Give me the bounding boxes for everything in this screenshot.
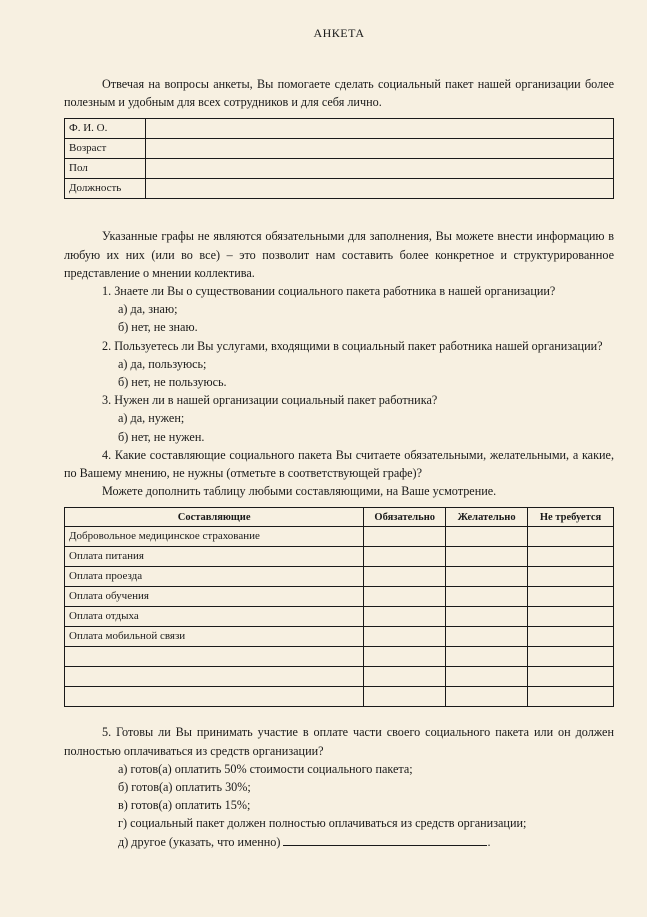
table-row — [65, 627, 614, 647]
mandatory-cell[interactable] — [364, 527, 446, 547]
personal-field-label: Возраст — [65, 139, 146, 159]
desirable-cell[interactable] — [446, 567, 528, 587]
personal-info-table — [64, 118, 614, 199]
mandatory-cell[interactable] — [364, 547, 446, 567]
table-row — [65, 547, 614, 567]
desirable-cell[interactable] — [446, 547, 528, 567]
components-table — [64, 507, 614, 707]
component-name-blank[interactable] — [65, 647, 364, 667]
not-required-cell[interactable] — [528, 647, 614, 667]
mandatory-cell[interactable] — [364, 607, 446, 627]
personal-row — [65, 179, 614, 199]
column-header-desirable: Желательно — [446, 508, 528, 527]
answer-option[interactable]: б) нет, не знаю. — [118, 320, 198, 335]
personal-field-label: Пол — [65, 159, 146, 179]
component-name: Оплата питания — [65, 547, 364, 567]
mandatory-cell[interactable] — [364, 667, 446, 687]
table-row — [65, 607, 614, 627]
component-name: Оплата обучения — [65, 587, 364, 607]
question-3: 3. Нужен ли в нашей организации социальный пакет работника? — [102, 393, 438, 408]
answer-option[interactable]: а) готов(а) оплатить 50% стоимости социального пакета; — [118, 761, 413, 776]
desirable-cell[interactable] — [446, 687, 528, 707]
personal-row — [65, 119, 614, 139]
personal-field-input[interactable] — [146, 119, 614, 139]
personal-field-label: Должность — [65, 179, 146, 199]
table-row — [65, 587, 614, 607]
mandatory-cell[interactable] — [364, 567, 446, 587]
desirable-cell[interactable] — [446, 667, 528, 687]
column-header-not-required: Не требуется — [528, 508, 614, 527]
table-row — [65, 647, 614, 667]
desirable-cell[interactable] — [446, 647, 528, 667]
component-name-blank[interactable] — [65, 667, 364, 687]
document-title: АНКЕТА — [313, 26, 365, 40]
not-required-cell[interactable] — [528, 527, 614, 547]
answer-option[interactable]: а) да, пользуюсь; — [118, 356, 207, 371]
mandatory-cell[interactable] — [364, 587, 446, 607]
not-required-cell[interactable] — [528, 627, 614, 647]
mandatory-cell[interactable] — [364, 687, 446, 707]
personal-field-input[interactable] — [146, 179, 614, 199]
intro-paragraph: Отвечая на вопросы анкеты, Вы помогаете сделать социальный пакет нашей организации более полезным и удобным для всех сотрудников и для себя лично. — [64, 77, 614, 110]
answer-option[interactable]: а) да, знаю; — [118, 302, 178, 317]
question-4: 4. Какие составляющие социального пакета Вы считаете обязательными, желательными, а какие, по Вашему мнению, не нужны (отметьте в соответствующей графе)? — [64, 447, 614, 481]
desirable-cell[interactable] — [446, 527, 528, 547]
desirable-cell[interactable] — [446, 587, 528, 607]
table-row — [65, 687, 614, 707]
table-row — [65, 667, 614, 687]
not-required-cell[interactable] — [528, 567, 614, 587]
personal-field-input[interactable] — [146, 159, 614, 179]
component-name: Добровольное медицинское страхование — [65, 527, 364, 547]
component-name: Оплата отдыха — [65, 607, 364, 627]
desirable-cell[interactable] — [446, 627, 528, 647]
not-required-cell[interactable] — [528, 607, 614, 627]
personal-row — [65, 139, 614, 159]
question-2: 2. Пользуетесь ли Вы услугами, входящими в социальный пакет работника нашей организации? — [102, 338, 603, 353]
mandatory-cell[interactable] — [364, 627, 446, 647]
components-header-row — [65, 508, 614, 527]
answer-option[interactable]: б) готов(а) оплатить 30%; — [118, 780, 251, 795]
column-header-components: Составляющие — [65, 508, 364, 527]
questionnaire-page — [64, 26, 614, 851]
table-row — [65, 567, 614, 587]
component-name-blank[interactable] — [65, 687, 364, 707]
column-header-mandatory: Обязательно — [364, 508, 446, 527]
answer-option-other[interactable]: д) другое (указать, что именно) . — [118, 834, 491, 849]
other-answer-blank-line[interactable] — [283, 833, 487, 846]
not-required-cell[interactable] — [528, 667, 614, 687]
not-required-cell[interactable] — [528, 687, 614, 707]
personal-row — [65, 159, 614, 179]
answer-option[interactable]: в) готов(а) оплатить 15%; — [118, 798, 251, 813]
answer-option-other-label: д) другое (указать, что именно) — [118, 834, 281, 849]
component-name: Оплата мобильной связи — [65, 627, 364, 647]
personal-field-input[interactable] — [146, 139, 614, 159]
note-paragraph: Указанные графы не являются обязательными для заполнения, Вы можете внести информацию в любую их них (или во все) – это позволит нам составить более конкретное и структурированное представление о мнении коллектива. — [64, 229, 614, 280]
desirable-cell[interactable] — [446, 607, 528, 627]
question-1: 1. Знаете ли Вы о существовании социального пакета работника в нашей организации? — [102, 284, 556, 299]
question-4-note: Можете дополнить таблицу любыми составляющими, на Ваше усмотрение. — [102, 484, 497, 499]
not-required-cell[interactable] — [528, 587, 614, 607]
component-name: Оплата проезда — [65, 567, 364, 587]
answer-option[interactable]: а) да, нужен; — [118, 411, 185, 426]
table-row — [65, 527, 614, 547]
not-required-cell[interactable] — [528, 547, 614, 567]
personal-field-label: Ф. И. О. — [65, 119, 146, 139]
answer-option[interactable]: б) нет, не пользуюсь. — [118, 375, 227, 390]
mandatory-cell[interactable] — [364, 647, 446, 667]
answer-option[interactable]: г) социальный пакет должен полностью оплачиваться из средств организации; — [118, 816, 527, 831]
answer-option[interactable]: б) нет, не нужен. — [118, 429, 205, 444]
question-5: 5. Готовы ли Вы принимать участие в оплате части своего социального пакета или он должен полностью оплачиваться из средств организации? — [64, 725, 614, 758]
